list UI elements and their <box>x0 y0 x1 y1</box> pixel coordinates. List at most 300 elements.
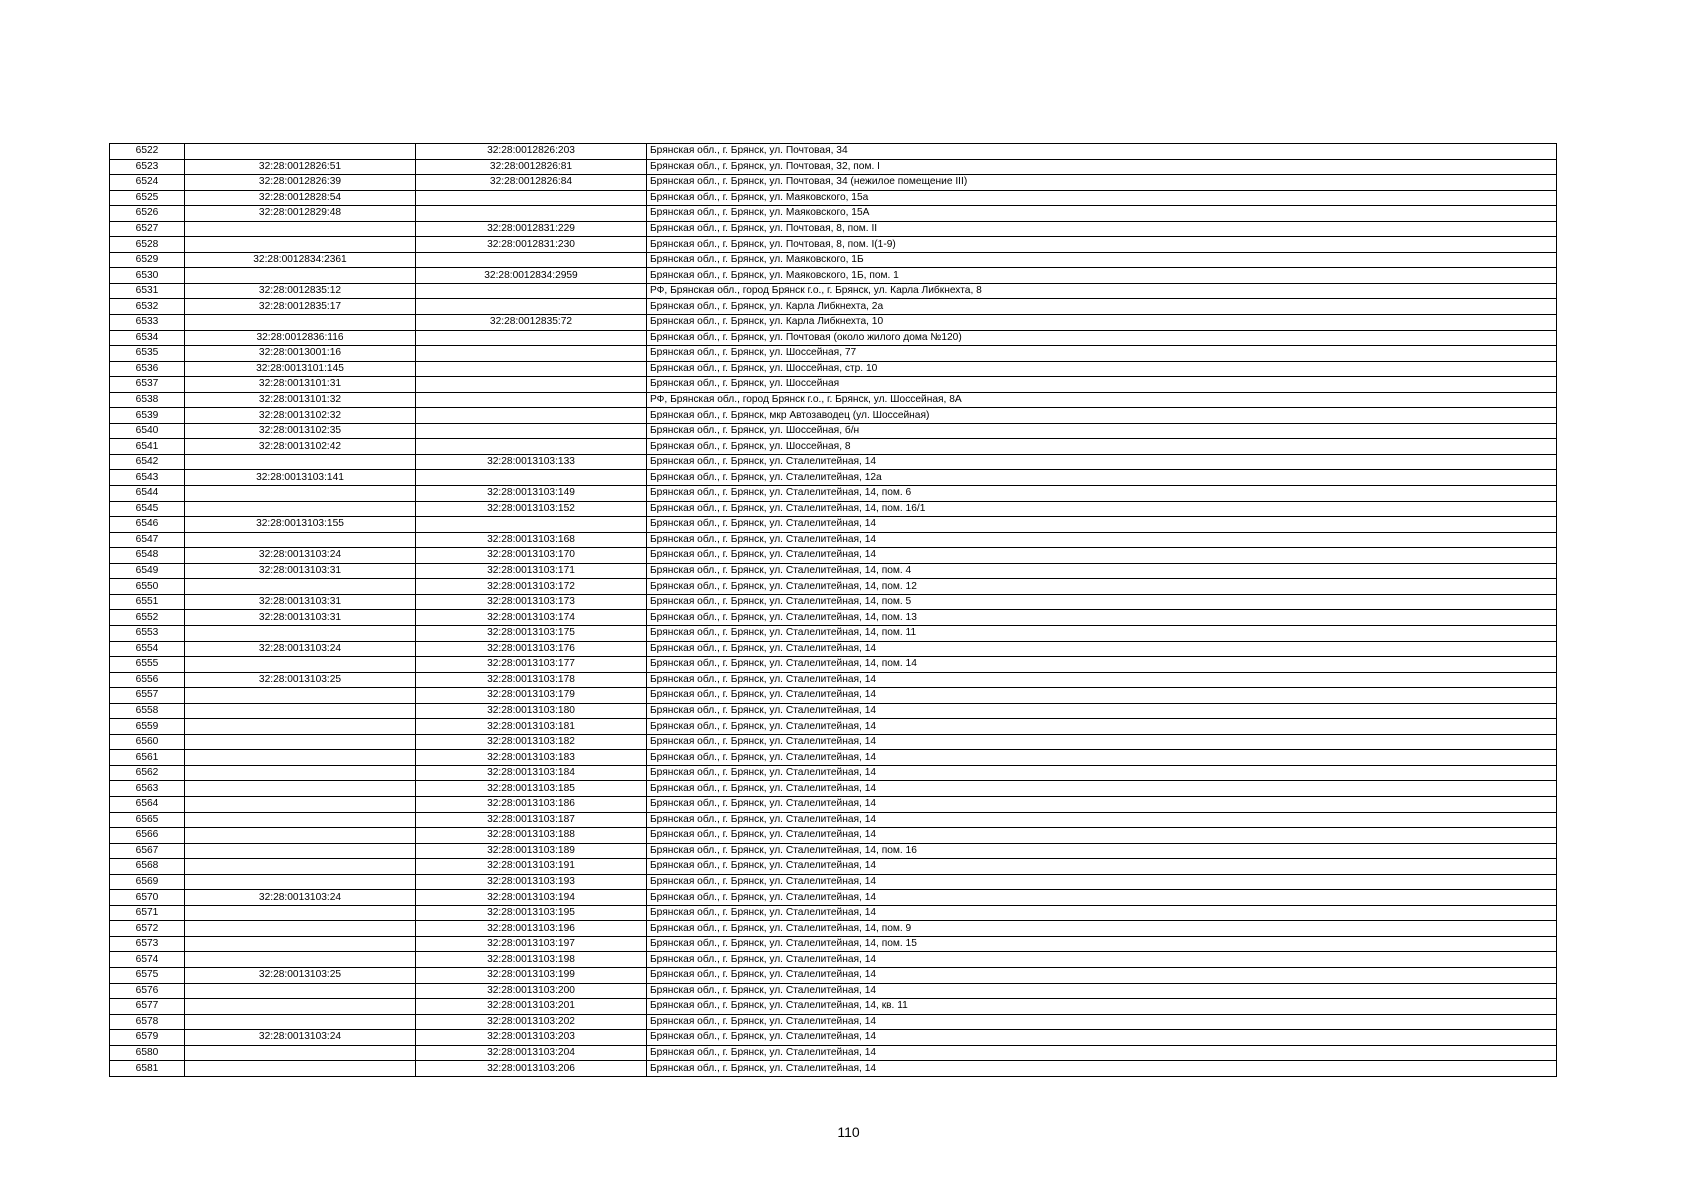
table-row <box>110 999 1557 1015</box>
cadastral-number-cell <box>185 952 416 968</box>
table-row <box>110 594 1557 610</box>
cadastral-number-cell: 32:28:0012835:17 <box>185 299 416 315</box>
row-number-cell: 6532 <box>110 299 185 315</box>
table-row <box>110 952 1557 968</box>
related-cadastral-number-cell: 32:28:0013103:133 <box>416 454 647 470</box>
table-row <box>110 517 1557 533</box>
address-cell: Брянская обл., г. Брянск, ул. Сталелитейная, 14, пом. 16 <box>647 843 1557 859</box>
address-cell: Брянская обл., г. Брянск, ул. Маяковского, 15А <box>647 206 1557 222</box>
address-cell: Брянская обл., г. Брянск, ул. Почтовая, 8, пом. II <box>647 221 1557 237</box>
address-cell: Брянская обл., г. Брянск, ул. Почтовая, 34 <box>647 144 1557 160</box>
related-cadastral-number-cell: 32:28:0013103:179 <box>416 688 647 704</box>
row-number-cell: 6564 <box>110 796 185 812</box>
related-cadastral-number-cell: 32:28:0013103:204 <box>416 1045 647 1061</box>
table-row <box>110 905 1557 921</box>
cadastral-number-cell <box>185 828 416 844</box>
related-cadastral-number-cell: 32:28:0013103:168 <box>416 532 647 548</box>
related-cadastral-number-cell: 32:28:0013103:178 <box>416 672 647 688</box>
row-number-cell: 6534 <box>110 330 185 346</box>
row-number-cell: 6577 <box>110 999 185 1015</box>
cadastral-number-cell <box>185 734 416 750</box>
address-cell: Брянская обл., г. Брянск, ул. Сталелитейная, 14 <box>647 1030 1557 1046</box>
table-row <box>110 423 1557 439</box>
row-number-cell: 6568 <box>110 859 185 875</box>
related-cadastral-number-cell: 32:28:0013103:202 <box>416 1014 647 1030</box>
cadastral-number-cell <box>185 237 416 253</box>
related-cadastral-number-cell: 32:28:0013103:175 <box>416 625 647 641</box>
row-number-cell: 6526 <box>110 206 185 222</box>
row-number-cell: 6576 <box>110 983 185 999</box>
related-cadastral-number-cell: 32:28:0013103:203 <box>416 1030 647 1046</box>
cadastral-number-cell <box>185 999 416 1015</box>
row-number-cell: 6544 <box>110 486 185 502</box>
cadastral-number-cell: 32:28:0013103:24 <box>185 890 416 906</box>
row-number-cell: 6541 <box>110 439 185 455</box>
row-number-cell: 6571 <box>110 905 185 921</box>
table-row <box>110 967 1557 983</box>
cadastral-number-cell <box>185 221 416 237</box>
related-cadastral-number-cell: 32:28:0013103:187 <box>416 812 647 828</box>
related-cadastral-number-cell: 32:28:0013103:198 <box>416 952 647 968</box>
related-cadastral-number-cell: 32:28:0012826:84 <box>416 175 647 191</box>
address-cell: Брянская обл., г. Брянск, ул. Сталелитейная, 14, пом. 15 <box>647 936 1557 952</box>
cadastral-number-cell: 32:28:0013103:24 <box>185 1030 416 1046</box>
table-row <box>110 703 1557 719</box>
address-cell: Брянская обл., г. Брянск, ул. Сталелитейная, 14, пом. 12 <box>647 579 1557 595</box>
cadastral-number-cell <box>185 874 416 890</box>
cadastral-number-cell: 32:28:0013101:32 <box>185 392 416 408</box>
related-cadastral-number-cell: 32:28:0013103:186 <box>416 796 647 812</box>
cadastral-number-cell <box>185 921 416 937</box>
address-cell: Брянская обл., г. Брянск, ул. Сталелитейная, 14, пом. 11 <box>647 625 1557 641</box>
cadastral-number-cell <box>185 657 416 673</box>
cadastral-number-cell <box>185 781 416 797</box>
address-cell: Брянская обл., г. Брянск, ул. Сталелитейная, 14 <box>647 517 1557 533</box>
row-number-cell: 6555 <box>110 657 185 673</box>
row-number-cell: 6554 <box>110 641 185 657</box>
row-number-cell: 6570 <box>110 890 185 906</box>
related-cadastral-number-cell: 32:28:0013103:176 <box>416 641 647 657</box>
related-cadastral-number-cell <box>416 423 647 439</box>
address-cell: Брянская обл., г. Брянск, ул. Почтовая, 34 (нежилое помещение III) <box>647 175 1557 191</box>
related-cadastral-number-cell <box>416 252 647 268</box>
cadastral-number-cell: 32:28:0013101:31 <box>185 377 416 393</box>
related-cadastral-number-cell: 32:28:0013103:177 <box>416 657 647 673</box>
related-cadastral-number-cell: 32:28:0013103:180 <box>416 703 647 719</box>
table-row <box>110 315 1557 331</box>
row-number-cell: 6537 <box>110 377 185 393</box>
cadastral-number-cell: 32:28:0013102:32 <box>185 408 416 424</box>
table-row <box>110 206 1557 222</box>
table-row <box>110 283 1557 299</box>
row-number-cell: 6574 <box>110 952 185 968</box>
table-row <box>110 1045 1557 1061</box>
related-cadastral-number-cell: 32:28:0013103:152 <box>416 501 647 517</box>
cadastral-number-cell <box>185 750 416 766</box>
table-row <box>110 330 1557 346</box>
address-cell: Брянская обл., г. Брянск, мкр Автозаводец (ул. Шоссейная) <box>647 408 1557 424</box>
related-cadastral-number-cell <box>416 361 647 377</box>
row-number-cell: 6549 <box>110 563 185 579</box>
address-cell: Брянская обл., г. Брянск, ул. Сталелитейная, 14, пом. 16/1 <box>647 501 1557 517</box>
cadastral-number-cell: 32:28:0013103:31 <box>185 610 416 626</box>
cadastral-number-cell <box>185 144 416 160</box>
cadastral-number-cell <box>185 936 416 952</box>
address-cell: Брянская обл., г. Брянск, ул. Сталелитейная, 14 <box>647 952 1557 968</box>
related-cadastral-number-cell <box>416 346 647 362</box>
row-number-cell: 6542 <box>110 454 185 470</box>
related-cadastral-number-cell: 32:28:0013103:189 <box>416 843 647 859</box>
related-cadastral-number-cell: 32:28:0013103:149 <box>416 486 647 502</box>
table-row <box>110 486 1557 502</box>
row-number-cell: 6523 <box>110 159 185 175</box>
row-number-cell: 6572 <box>110 921 185 937</box>
cadastral-number-cell: 32:28:0013103:24 <box>185 548 416 564</box>
table-row <box>110 890 1557 906</box>
related-cadastral-number-cell <box>416 206 647 222</box>
address-cell: Брянская обл., г. Брянск, ул. Сталелитейная, 14 <box>647 874 1557 890</box>
related-cadastral-number-cell <box>416 299 647 315</box>
table-row <box>110 781 1557 797</box>
table-row <box>110 408 1557 424</box>
related-cadastral-number-cell: 32:28:0013103:182 <box>416 734 647 750</box>
table-row <box>110 610 1557 626</box>
address-cell: Брянская обл., г. Брянск, ул. Сталелитейная, 12а <box>647 470 1557 486</box>
row-number-cell: 6580 <box>110 1045 185 1061</box>
related-cadastral-number-cell: 32:28:0013103:171 <box>416 563 647 579</box>
table-row <box>110 719 1557 735</box>
table-row <box>110 377 1557 393</box>
row-number-cell: 6575 <box>110 967 185 983</box>
cadastral-number-cell: 32:28:0013103:25 <box>185 672 416 688</box>
row-number-cell: 6562 <box>110 765 185 781</box>
table-row <box>110 641 1557 657</box>
row-number-cell: 6530 <box>110 268 185 284</box>
cadastral-number-cell: 32:28:0013001:16 <box>185 346 416 362</box>
cadastral-number-cell <box>185 1061 416 1077</box>
related-cadastral-number-cell: 32:28:0013103:196 <box>416 921 647 937</box>
row-number-cell: 6533 <box>110 315 185 331</box>
address-cell: Брянская обл., г. Брянск, ул. Сталелитейная, 14, пом. 6 <box>647 486 1557 502</box>
cadastral-number-cell <box>185 1045 416 1061</box>
related-cadastral-number-cell: 32:28:0013103:173 <box>416 594 647 610</box>
address-cell: Брянская обл., г. Брянск, ул. Сталелитейная, 14 <box>647 734 1557 750</box>
cadastral-number-cell: 32:28:0013103:24 <box>185 641 416 657</box>
related-cadastral-number-cell: 32:28:0013103:197 <box>416 936 647 952</box>
related-cadastral-number-cell: 32:28:0012834:2959 <box>416 268 647 284</box>
related-cadastral-number-cell: 32:28:0013103:201 <box>416 999 647 1015</box>
row-number-cell: 6573 <box>110 936 185 952</box>
table-row <box>110 983 1557 999</box>
table-row <box>110 750 1557 766</box>
row-number-cell: 6565 <box>110 812 185 828</box>
row-number-cell: 6531 <box>110 283 185 299</box>
row-number-cell: 6529 <box>110 252 185 268</box>
cadastral-number-cell <box>185 315 416 331</box>
related-cadastral-number-cell: 32:28:0012831:229 <box>416 221 647 237</box>
address-cell: РФ, Брянская обл., город Брянск г.о., г. Брянск, ул. Карла Либкнехта, 8 <box>647 283 1557 299</box>
address-cell: Брянская обл., г. Брянск, ул. Шоссейная, стр. 10 <box>647 361 1557 377</box>
table-row <box>110 688 1557 704</box>
table-row <box>110 874 1557 890</box>
address-cell: Брянская обл., г. Брянск, ул. Сталелитейная, 14 <box>647 719 1557 735</box>
related-cadastral-number-cell <box>416 283 647 299</box>
table-row <box>110 221 1557 237</box>
address-cell: Брянская обл., г. Брянск, ул. Маяковского, 1Б, пом. 1 <box>647 268 1557 284</box>
row-number-cell: 6581 <box>110 1061 185 1077</box>
cadastral-number-cell: 32:28:0012826:51 <box>185 159 416 175</box>
address-cell: Брянская обл., г. Брянск, ул. Сталелитейная, 14 <box>647 905 1557 921</box>
cadastral-number-cell: 32:28:0013103:31 <box>185 563 416 579</box>
related-cadastral-number-cell <box>416 408 647 424</box>
row-number-cell: 6524 <box>110 175 185 191</box>
address-cell: Брянская обл., г. Брянск, ул. Сталелитейная, 14 <box>647 532 1557 548</box>
table-row <box>110 501 1557 517</box>
row-number-cell: 6578 <box>110 1014 185 1030</box>
row-number-cell: 6546 <box>110 517 185 533</box>
table-row <box>110 439 1557 455</box>
cadastral-number-cell <box>185 843 416 859</box>
related-cadastral-number-cell: 32:28:0013103:193 <box>416 874 647 890</box>
table-row <box>110 346 1557 362</box>
cadastral-number-cell <box>185 703 416 719</box>
cadastral-number-cell <box>185 719 416 735</box>
cadastral-number-cell <box>185 454 416 470</box>
row-number-cell: 6559 <box>110 719 185 735</box>
cadastral-number-cell: 32:28:0013103:31 <box>185 594 416 610</box>
row-number-cell: 6535 <box>110 346 185 362</box>
address-cell: Брянская обл., г. Брянск, ул. Сталелитейная, 14 <box>647 703 1557 719</box>
row-number-cell: 6528 <box>110 237 185 253</box>
table-row <box>110 936 1557 952</box>
cadastral-number-cell: 32:28:0012836:116 <box>185 330 416 346</box>
cadastral-number-cell: 32:28:0013102:42 <box>185 439 416 455</box>
address-cell: Брянская обл., г. Брянск, ул. Сталелитейная, 14 <box>647 890 1557 906</box>
address-cell: Брянская обл., г. Брянск, ул. Сталелитейная, 14 <box>647 548 1557 564</box>
row-number-cell: 6548 <box>110 548 185 564</box>
row-number-cell: 6538 <box>110 392 185 408</box>
address-cell: Брянская обл., г. Брянск, ул. Карла Либкнехта, 10 <box>647 315 1557 331</box>
related-cadastral-number-cell: 32:28:0013103:199 <box>416 967 647 983</box>
address-cell: Брянская обл., г. Брянск, ул. Почтовая (около жилого дома №120) <box>647 330 1557 346</box>
related-cadastral-number-cell <box>416 330 647 346</box>
address-cell: Брянская обл., г. Брянск, ул. Сталелитейная, 14 <box>647 672 1557 688</box>
table-row <box>110 625 1557 641</box>
address-cell: Брянская обл., г. Брянск, ул. Сталелитейная, 14 <box>647 750 1557 766</box>
address-cell: Брянская обл., г. Брянск, ул. Сталелитейная, 14, кв. 11 <box>647 999 1557 1015</box>
row-number-cell: 6536 <box>110 361 185 377</box>
related-cadastral-number-cell: 32:28:0013103:200 <box>416 983 647 999</box>
address-cell: Брянская обл., г. Брянск, ул. Шоссейная <box>647 377 1557 393</box>
cadastral-number-cell <box>185 983 416 999</box>
address-cell: Брянская обл., г. Брянск, ул. Сталелитейная, 14 <box>647 828 1557 844</box>
row-number-cell: 6566 <box>110 828 185 844</box>
related-cadastral-number-cell: 32:28:0013103:174 <box>416 610 647 626</box>
cadastral-number-cell: 32:28:0012835:12 <box>185 283 416 299</box>
row-number-cell: 6545 <box>110 501 185 517</box>
row-number-cell: 6553 <box>110 625 185 641</box>
row-number-cell: 6543 <box>110 470 185 486</box>
table-row <box>110 579 1557 595</box>
table-row <box>110 268 1557 284</box>
row-number-cell: 6550 <box>110 579 185 595</box>
table-row <box>110 237 1557 253</box>
address-cell: Брянская обл., г. Брянск, ул. Шоссейная, б/н <box>647 423 1557 439</box>
table-row <box>110 454 1557 470</box>
address-cell: Брянская обл., г. Брянск, ул. Сталелитейная, 14 <box>647 812 1557 828</box>
table-row <box>110 859 1557 875</box>
registry-table-body <box>110 144 1557 1077</box>
address-cell: Брянская обл., г. Брянск, ул. Почтовая, 32, пом. I <box>647 159 1557 175</box>
cadastral-number-cell <box>185 625 416 641</box>
table-row <box>110 392 1557 408</box>
related-cadastral-number-cell: 32:28:0013103:170 <box>416 548 647 564</box>
related-cadastral-number-cell: 32:28:0013103:188 <box>416 828 647 844</box>
cadastral-number-cell <box>185 532 416 548</box>
address-cell: Брянская обл., г. Брянск, ул. Сталелитейная, 14 <box>647 967 1557 983</box>
row-number-cell: 6557 <box>110 688 185 704</box>
table-row <box>110 563 1557 579</box>
row-number-cell: 6579 <box>110 1030 185 1046</box>
table-row <box>110 765 1557 781</box>
address-cell: Брянская обл., г. Брянск, ул. Сталелитейная, 14, пом. 9 <box>647 921 1557 937</box>
related-cadastral-number-cell: 32:28:0012835:72 <box>416 315 647 331</box>
cadastral-number-cell <box>185 1014 416 1030</box>
cadastral-number-cell <box>185 688 416 704</box>
address-cell: Брянская обл., г. Брянск, ул. Сталелитейная, 14 <box>647 1014 1557 1030</box>
related-cadastral-number-cell: 32:28:0013103:195 <box>416 905 647 921</box>
address-cell: Брянская обл., г. Брянск, ул. Почтовая, 8, пом. I(1-9) <box>647 237 1557 253</box>
cadastral-number-cell <box>185 905 416 921</box>
cadastral-number-cell: 32:28:0012828:54 <box>185 190 416 206</box>
cadastral-number-cell: 32:28:0013102:35 <box>185 423 416 439</box>
related-cadastral-number-cell: 32:28:0012826:203 <box>416 144 647 160</box>
row-number-cell: 6527 <box>110 221 185 237</box>
address-cell: Брянская обл., г. Брянск, ул. Маяковского, 1Б <box>647 252 1557 268</box>
address-cell: Брянская обл., г. Брянск, ул. Сталелитейная, 14 <box>647 641 1557 657</box>
table-row <box>110 144 1557 160</box>
table-row <box>110 657 1557 673</box>
related-cadastral-number-cell <box>416 470 647 486</box>
row-number-cell: 6539 <box>110 408 185 424</box>
related-cadastral-number-cell <box>416 377 647 393</box>
related-cadastral-number-cell <box>416 190 647 206</box>
cadastral-number-cell: 32:28:0012829:48 <box>185 206 416 222</box>
address-cell: Брянская обл., г. Брянск, ул. Сталелитейная, 14, пом. 14 <box>647 657 1557 673</box>
related-cadastral-number-cell: 32:28:0013103:185 <box>416 781 647 797</box>
table-row <box>110 175 1557 191</box>
table-row <box>110 1014 1557 1030</box>
address-cell: Брянская обл., г. Брянск, ул. Сталелитейная, 14, пом. 4 <box>647 563 1557 579</box>
table-row <box>110 672 1557 688</box>
cadastral-number-cell <box>185 579 416 595</box>
cadastral-number-cell <box>185 859 416 875</box>
registry-table <box>109 143 1557 1077</box>
row-number-cell: 6569 <box>110 874 185 890</box>
table-row <box>110 1061 1557 1077</box>
address-cell: Брянская обл., г. Брянск, ул. Сталелитейная, 14 <box>647 796 1557 812</box>
related-cadastral-number-cell <box>416 517 647 533</box>
address-cell: Брянская обл., г. Брянск, ул. Шоссейная, 77 <box>647 346 1557 362</box>
row-number-cell: 6558 <box>110 703 185 719</box>
row-number-cell: 6560 <box>110 734 185 750</box>
address-cell: Брянская обл., г. Брянск, ул. Сталелитейная, 14, пом. 13 <box>647 610 1557 626</box>
table-row <box>110 734 1557 750</box>
cadastral-number-cell <box>185 501 416 517</box>
related-cadastral-number-cell: 32:28:0013103:184 <box>416 765 647 781</box>
address-cell: Брянская обл., г. Брянск, ул. Сталелитейная, 14 <box>647 1061 1557 1077</box>
related-cadastral-number-cell: 32:28:0012831:230 <box>416 237 647 253</box>
related-cadastral-number-cell: 32:28:0013103:172 <box>416 579 647 595</box>
related-cadastral-number-cell <box>416 392 647 408</box>
cadastral-number-cell: 32:28:0013103:25 <box>185 967 416 983</box>
row-number-cell: 6556 <box>110 672 185 688</box>
table-row <box>110 1030 1557 1046</box>
row-number-cell: 6547 <box>110 532 185 548</box>
cadastral-number-cell <box>185 796 416 812</box>
address-cell: Брянская обл., г. Брянск, ул. Карла Либкнехта, 2а <box>647 299 1557 315</box>
cadastral-number-cell <box>185 268 416 284</box>
table-row <box>110 828 1557 844</box>
address-cell: Брянская обл., г. Брянск, ул. Сталелитейная, 14 <box>647 454 1557 470</box>
cadastral-number-cell: 32:28:0013103:155 <box>185 517 416 533</box>
address-cell: Брянская обл., г. Брянск, ул. Сталелитейная, 14 <box>647 1045 1557 1061</box>
row-number-cell: 6540 <box>110 423 185 439</box>
related-cadastral-number-cell: 32:28:0013103:191 <box>416 859 647 875</box>
row-number-cell: 6567 <box>110 843 185 859</box>
table-row <box>110 921 1557 937</box>
address-cell: Брянская обл., г. Брянск, ул. Сталелитейная, 14 <box>647 859 1557 875</box>
page-number: 110 <box>837 1124 860 1140</box>
table-row <box>110 843 1557 859</box>
related-cadastral-number-cell: 32:28:0013103:183 <box>416 750 647 766</box>
cadastral-number-cell <box>185 812 416 828</box>
address-cell: Брянская обл., г. Брянск, ул. Сталелитейная, 14, пом. 5 <box>647 594 1557 610</box>
table-row <box>110 812 1557 828</box>
table-row <box>110 252 1557 268</box>
cadastral-number-cell <box>185 765 416 781</box>
address-cell: Брянская обл., г. Брянск, ул. Маяковского, 15а <box>647 190 1557 206</box>
address-cell: Брянская обл., г. Брянск, ул. Сталелитейная, 14 <box>647 983 1557 999</box>
related-cadastral-number-cell: 32:28:0013103:194 <box>416 890 647 906</box>
cadastral-number-cell: 32:28:0013103:141 <box>185 470 416 486</box>
table-row <box>110 299 1557 315</box>
row-number-cell: 6563 <box>110 781 185 797</box>
table-row <box>110 361 1557 377</box>
table-row <box>110 548 1557 564</box>
row-number-cell: 6551 <box>110 594 185 610</box>
related-cadastral-number-cell: 32:28:0013103:181 <box>416 719 647 735</box>
table-row <box>110 470 1557 486</box>
address-cell: Брянская обл., г. Брянск, ул. Сталелитейная, 14 <box>647 781 1557 797</box>
address-cell: Брянская обл., г. Брянск, ул. Шоссейная, 8 <box>647 439 1557 455</box>
related-cadastral-number-cell: 32:28:0013103:206 <box>416 1061 647 1077</box>
address-cell: РФ, Брянская обл., город Брянск г.о., г. Брянск, ул. Шоссейная, 8А <box>647 392 1557 408</box>
related-cadastral-number-cell <box>416 439 647 455</box>
cadastral-number-cell: 32:28:0012826:39 <box>185 175 416 191</box>
row-number-cell: 6522 <box>110 144 185 160</box>
cadastral-number-cell <box>185 486 416 502</box>
cadastral-number-cell: 32:28:0013101:145 <box>185 361 416 377</box>
table-row <box>110 159 1557 175</box>
related-cadastral-number-cell: 32:28:0012826:81 <box>416 159 647 175</box>
address-cell: Брянская обл., г. Брянск, ул. Сталелитейная, 14 <box>647 765 1557 781</box>
cadastral-number-cell: 32:28:0012834:2361 <box>185 252 416 268</box>
row-number-cell: 6525 <box>110 190 185 206</box>
row-number-cell: 6552 <box>110 610 185 626</box>
table-row <box>110 796 1557 812</box>
table-row <box>110 190 1557 206</box>
